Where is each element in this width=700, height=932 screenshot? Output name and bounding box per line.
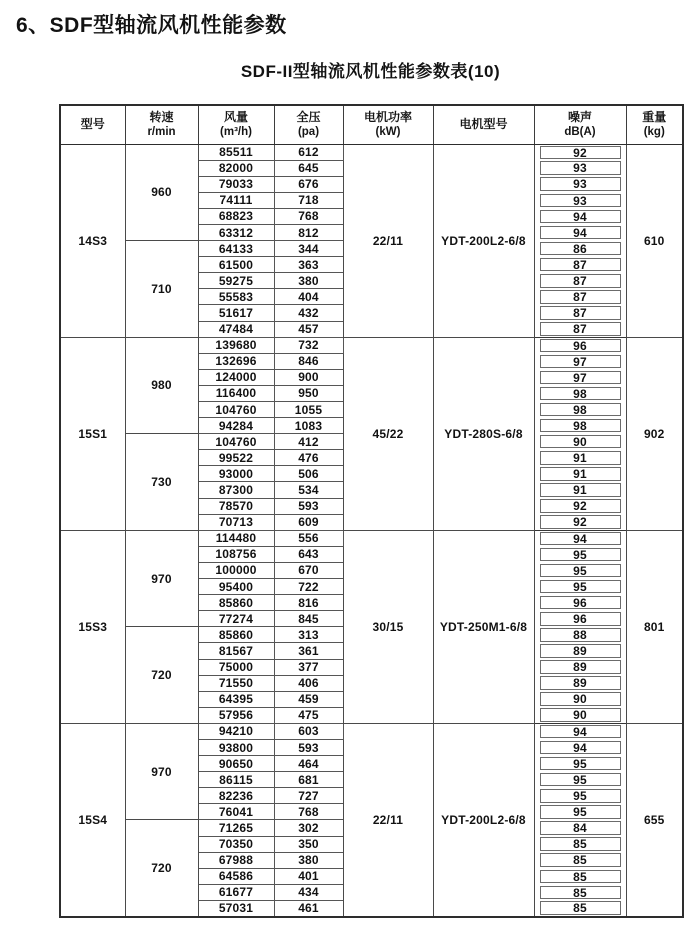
model-cell: 15S3	[60, 530, 125, 723]
noise-box: 93	[540, 177, 621, 191]
noise-box: 89	[540, 676, 621, 690]
pressure-cell: 475	[274, 707, 343, 723]
noise-cell	[534, 723, 626, 739]
flow-cell: 55583	[198, 289, 274, 305]
rpm-cell: 730	[125, 434, 198, 531]
flow-cell: 64133	[198, 241, 274, 257]
table-row	[60, 723, 683, 739]
flow-cell: 108756	[198, 546, 274, 562]
noise-cell	[534, 353, 626, 369]
flow-cell: 64395	[198, 691, 274, 707]
pressure-cell: 812	[274, 224, 343, 240]
noise-box: 96	[540, 612, 621, 626]
pressure-cell: 434	[274, 884, 343, 900]
pressure-cell: 461	[274, 900, 343, 916]
pressure-cell: 380	[274, 273, 343, 289]
flow-cell: 86115	[198, 772, 274, 788]
noise-box: 94	[540, 725, 621, 739]
header-cell-3: 全压 (pa)	[274, 105, 343, 144]
rpm-cell: 720	[125, 820, 198, 917]
model-cell: 15S1	[60, 337, 125, 530]
noise-box: 87	[540, 290, 621, 304]
pressure-cell: 845	[274, 611, 343, 627]
motor-cell: YDT-200L2-6/8	[433, 144, 534, 337]
noise-box: 90	[540, 692, 621, 706]
noise-cell	[534, 820, 626, 836]
noise-box: 85	[540, 870, 621, 884]
header-cell-6: 噪声 dB(A)	[534, 105, 626, 144]
pressure-cell: 457	[274, 321, 343, 337]
noise-cell	[534, 402, 626, 418]
flow-cell: 85860	[198, 595, 274, 611]
noise-cell	[534, 418, 626, 434]
noise-cell	[534, 273, 626, 289]
pressure-cell: 727	[274, 788, 343, 804]
noise-cell	[534, 192, 626, 208]
noise-cell	[534, 289, 626, 305]
noise-box: 87	[540, 274, 621, 288]
flow-cell: 99522	[198, 450, 274, 466]
noise-box: 94	[540, 741, 621, 755]
flow-cell: 68823	[198, 208, 274, 224]
table-row	[60, 337, 683, 353]
table-row	[60, 144, 683, 160]
noise-cell	[534, 241, 626, 257]
pressure-cell: 506	[274, 466, 343, 482]
noise-cell	[534, 337, 626, 353]
motor-cell: YDT-250M1-6/8	[433, 530, 534, 723]
flow-cell: 70713	[198, 514, 274, 530]
noise-cell	[534, 579, 626, 595]
noise-box: 94	[540, 532, 621, 546]
noise-cell	[534, 434, 626, 450]
pressure-cell: 377	[274, 659, 343, 675]
noise-cell	[534, 788, 626, 804]
noise-cell	[534, 643, 626, 659]
pressure-cell: 350	[274, 836, 343, 852]
header-cell-0: 型号	[60, 105, 125, 144]
noise-box: 95	[540, 805, 621, 819]
noise-box: 85	[540, 837, 621, 851]
pressure-cell: 313	[274, 627, 343, 643]
pressure-cell: 556	[274, 530, 343, 546]
pressure-cell: 302	[274, 820, 343, 836]
weight-cell: 902	[626, 337, 683, 530]
noise-cell	[534, 546, 626, 562]
noise-cell	[534, 562, 626, 578]
noise-cell	[534, 385, 626, 401]
pressure-cell: 681	[274, 772, 343, 788]
flow-cell: 93800	[198, 739, 274, 755]
rpm-cell: 980	[125, 337, 198, 434]
flow-cell: 94284	[198, 418, 274, 434]
noise-box: 92	[540, 515, 621, 529]
noise-cell	[534, 691, 626, 707]
noise-cell	[534, 739, 626, 755]
flow-cell: 57031	[198, 900, 274, 916]
flow-cell: 47484	[198, 321, 274, 337]
flow-cell: 95400	[198, 579, 274, 595]
flow-cell: 116400	[198, 385, 274, 401]
noise-cell	[534, 305, 626, 321]
pressure-cell: 534	[274, 482, 343, 498]
noise-cell	[534, 707, 626, 723]
pressure-cell: 612	[274, 144, 343, 160]
motor-cell: YDT-200L2-6/8	[433, 723, 534, 916]
pressure-cell: 609	[274, 514, 343, 530]
pressure-cell: 361	[274, 643, 343, 659]
flow-cell: 70350	[198, 836, 274, 852]
noise-box: 97	[540, 371, 621, 385]
page-title: 6、SDF型轴流风机性能参数	[16, 14, 287, 37]
header-cell-4: 电机功率 (kW)	[343, 105, 433, 144]
flow-cell: 79033	[198, 176, 274, 192]
noise-box: 98	[540, 387, 621, 401]
noise-box: 95	[540, 789, 621, 803]
flow-cell: 64586	[198, 868, 274, 884]
pressure-cell: 593	[274, 498, 343, 514]
flow-cell: 71265	[198, 820, 274, 836]
noise-box: 84	[540, 821, 621, 835]
noise-cell	[534, 772, 626, 788]
pressure-cell: 1055	[274, 402, 343, 418]
pressure-cell: 432	[274, 305, 343, 321]
pressure-cell: 1083	[274, 418, 343, 434]
weight-cell: 610	[626, 144, 683, 337]
flow-cell: 85511	[198, 144, 274, 160]
flow-cell: 57956	[198, 707, 274, 723]
noise-cell	[534, 257, 626, 273]
noise-cell	[534, 514, 626, 530]
noise-box: 87	[540, 306, 621, 320]
rpm-cell: 970	[125, 530, 198, 627]
pressure-cell: 816	[274, 595, 343, 611]
weight-cell: 801	[626, 530, 683, 723]
flow-cell: 81567	[198, 643, 274, 659]
header-cell-2: 风量 (m³/h)	[198, 105, 274, 144]
noise-cell	[534, 884, 626, 900]
header-cell-5: 电机型号	[433, 105, 534, 144]
pressure-cell: 950	[274, 385, 343, 401]
pressure-cell: 643	[274, 546, 343, 562]
noise-cell	[534, 466, 626, 482]
pressure-cell: 768	[274, 804, 343, 820]
noise-box: 95	[540, 757, 621, 771]
pressure-cell: 846	[274, 353, 343, 369]
flow-cell: 76041	[198, 804, 274, 820]
rpm-cell: 960	[125, 144, 198, 241]
noise-cell	[534, 611, 626, 627]
noise-box: 91	[540, 451, 621, 465]
flow-cell: 74111	[198, 192, 274, 208]
pressure-cell: 404	[274, 289, 343, 305]
power-cell: 22/11	[343, 723, 433, 916]
pressure-cell: 593	[274, 739, 343, 755]
noise-box: 90	[540, 435, 621, 449]
noise-cell	[534, 836, 626, 852]
flow-cell: 114480	[198, 530, 274, 546]
noise-box: 86	[540, 242, 621, 256]
noise-cell	[534, 627, 626, 643]
noise-cell	[534, 176, 626, 192]
pressure-cell: 722	[274, 579, 343, 595]
noise-box: 89	[540, 660, 621, 674]
motor-cell: YDT-280S-6/8	[433, 337, 534, 530]
header-row	[60, 105, 683, 144]
noise-box: 93	[540, 194, 621, 208]
noise-box: 94	[540, 210, 621, 224]
flow-cell: 61500	[198, 257, 274, 273]
rpm-cell: 720	[125, 627, 198, 724]
noise-cell	[534, 659, 626, 675]
noise-box: 85	[540, 853, 621, 867]
flow-cell: 67988	[198, 852, 274, 868]
pressure-cell: 363	[274, 257, 343, 273]
model-cell: 15S4	[60, 723, 125, 916]
pressure-cell: 344	[274, 241, 343, 257]
rpm-cell: 970	[125, 723, 198, 820]
table-header	[60, 105, 683, 144]
pressure-cell: 768	[274, 208, 343, 224]
power-cell: 45/22	[343, 337, 433, 530]
flow-cell: 94210	[198, 723, 274, 739]
flow-cell: 104760	[198, 402, 274, 418]
weight-cell: 655	[626, 723, 683, 916]
flow-cell: 61677	[198, 884, 274, 900]
pressure-cell: 459	[274, 691, 343, 707]
noise-cell	[534, 450, 626, 466]
flow-cell: 139680	[198, 337, 274, 353]
noise-box: 89	[540, 644, 621, 658]
flow-cell: 59275	[198, 273, 274, 289]
flow-cell: 124000	[198, 369, 274, 385]
noise-box: 95	[540, 548, 621, 562]
pressure-cell: 476	[274, 450, 343, 466]
flow-cell: 82000	[198, 160, 274, 176]
flow-cell: 75000	[198, 659, 274, 675]
rpm-cell: 710	[125, 241, 198, 338]
noise-cell	[534, 804, 626, 820]
noise-cell	[534, 144, 626, 160]
noise-box: 95	[540, 580, 621, 594]
noise-box: 96	[540, 339, 621, 353]
noise-box: 98	[540, 403, 621, 417]
noise-cell	[534, 530, 626, 546]
header-cell-1: 转速 r/min	[125, 105, 198, 144]
noise-box: 88	[540, 628, 621, 642]
noise-cell	[534, 369, 626, 385]
noise-box: 97	[540, 355, 621, 369]
noise-box: 94	[540, 226, 621, 240]
table-body	[60, 144, 683, 917]
noise-box: 91	[540, 483, 621, 497]
noise-box: 85	[540, 901, 621, 915]
pressure-cell: 401	[274, 868, 343, 884]
noise-box: 93	[540, 161, 621, 175]
noise-cell	[534, 675, 626, 691]
pressure-cell: 718	[274, 192, 343, 208]
noise-cell	[534, 595, 626, 611]
noise-box: 87	[540, 258, 621, 272]
noise-box: 91	[540, 467, 621, 481]
noise-cell	[534, 224, 626, 240]
noise-cell	[534, 900, 626, 916]
table-title: SDF-II型轴流风机性能参数表(10)	[240, 62, 501, 81]
noise-box: 90	[540, 708, 621, 722]
pressure-cell: 464	[274, 756, 343, 772]
flow-cell: 82236	[198, 788, 274, 804]
noise-cell	[534, 208, 626, 224]
noise-cell	[534, 498, 626, 514]
fan-performance-table	[59, 104, 684, 918]
flow-cell: 87300	[198, 482, 274, 498]
flow-cell: 132696	[198, 353, 274, 369]
pressure-cell: 732	[274, 337, 343, 353]
noise-box: 95	[540, 564, 621, 578]
noise-box: 92	[540, 146, 621, 160]
power-cell: 22/11	[343, 144, 433, 337]
noise-cell	[534, 852, 626, 868]
flow-cell: 51617	[198, 305, 274, 321]
noise-cell	[534, 482, 626, 498]
pressure-cell: 645	[274, 160, 343, 176]
flow-cell: 63312	[198, 224, 274, 240]
pressure-cell: 406	[274, 675, 343, 691]
noise-cell	[534, 756, 626, 772]
pressure-cell: 900	[274, 369, 343, 385]
pressure-cell: 670	[274, 562, 343, 578]
noise-box: 85	[540, 886, 621, 900]
table-row	[60, 530, 683, 546]
noise-cell	[534, 321, 626, 337]
flow-cell: 100000	[198, 562, 274, 578]
noise-cell	[534, 160, 626, 176]
flow-cell: 104760	[198, 434, 274, 450]
noise-box: 87	[540, 322, 621, 336]
pressure-cell: 412	[274, 434, 343, 450]
noise-box: 96	[540, 596, 621, 610]
flow-cell: 93000	[198, 466, 274, 482]
noise-box: 95	[540, 773, 621, 787]
header-cell-7: 重量 (kg)	[626, 105, 683, 144]
pressure-cell: 380	[274, 852, 343, 868]
flow-cell: 90650	[198, 756, 274, 772]
noise-cell	[534, 868, 626, 884]
flow-cell: 77274	[198, 611, 274, 627]
flow-cell: 71550	[198, 675, 274, 691]
flow-cell: 85860	[198, 627, 274, 643]
pressure-cell: 603	[274, 723, 343, 739]
power-cell: 30/15	[343, 530, 433, 723]
model-cell: 14S3	[60, 144, 125, 337]
noise-box: 98	[540, 419, 621, 433]
flow-cell: 78570	[198, 498, 274, 514]
pressure-cell: 676	[274, 176, 343, 192]
noise-box: 92	[540, 499, 621, 513]
